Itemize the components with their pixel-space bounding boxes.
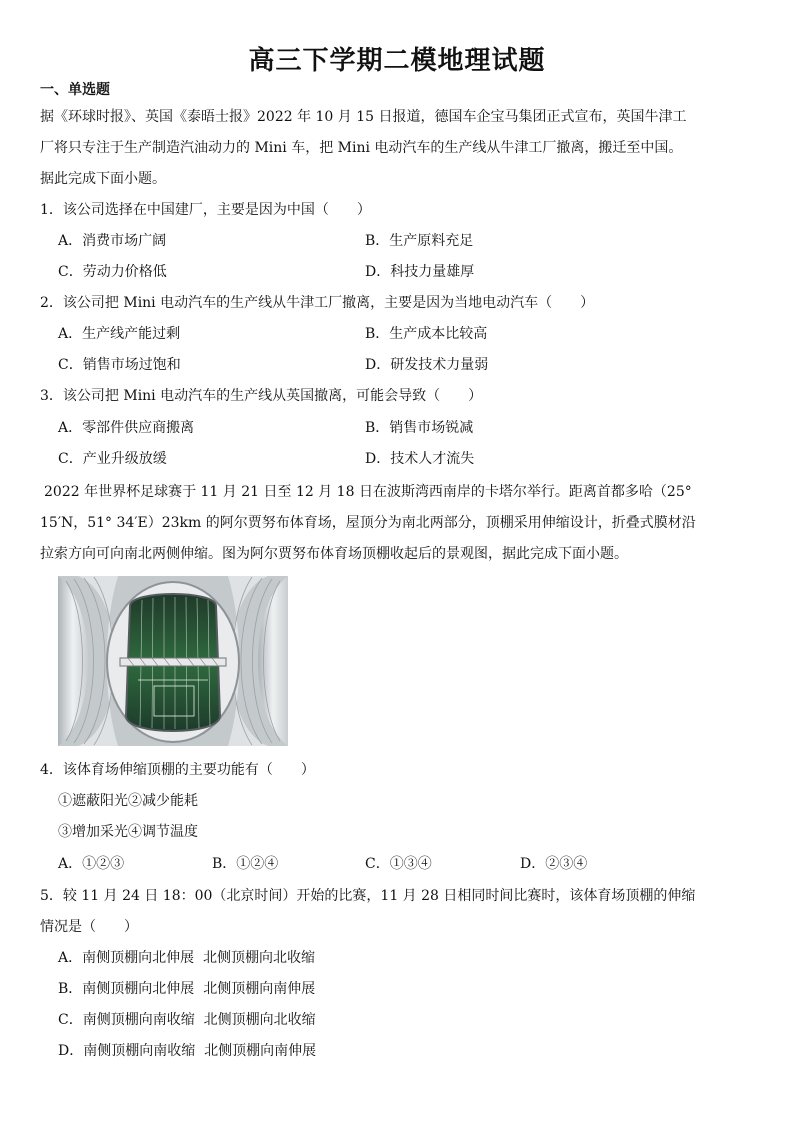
q3-option-a[interactable]: A．零部件供应商搬离 — [58, 420, 195, 436]
q2-stem: 2．该公司把 Mini 电动汽车的生产线从牛津工厂撤离，主要是因为当地电动汽车（ ） — [40, 295, 595, 311]
q1-option-c[interactable]: C．劳动力价格低 — [58, 264, 167, 280]
passage2-line3: 拉索方向可向南北两侧伸缩。图为阿尔贾努布体育场顶棚收起后的景观图，据此完成下面小题。 — [40, 546, 628, 562]
q1-option-d[interactable]: D．科技力量雄厚 — [365, 264, 475, 280]
q5-option-d[interactable]: D．南侧顶棚向南收缩 北侧顶棚向南伸展 — [58, 1043, 317, 1059]
q5-option-a[interactable]: A．南侧顶棚向北伸展 北侧顶棚向北收缩 — [58, 950, 316, 966]
q5-stem-line2: 情况是（ ） — [40, 919, 138, 935]
section-heading: 一、单选题 — [40, 82, 110, 98]
q3-stem: 3．该公司把 Mini 电动汽车的生产线从英国撤离，可能会导致（ ） — [40, 388, 483, 404]
q1-stem: 1．该公司选择在中国建厂，主要是因为中国（ ） — [40, 202, 371, 218]
q4-option-b[interactable]: B．①②④ — [212, 856, 279, 872]
passage1-line2: 厂将只专注于生产制造汽油动力的 Mini 车，把 Mini 电动汽车的生产线从牛津工厂撤离，搬迁至中国。 — [40, 140, 683, 156]
q4-statement-1: ①遮蔽阳光②减少能耗 — [58, 793, 198, 809]
q4-stem: 4．该体育场伸缩顶棚的主要功能有（ ） — [40, 762, 315, 778]
q3-option-d[interactable]: D．技术人才流失 — [365, 451, 475, 467]
q3-option-c[interactable]: C．产业升级放缓 — [58, 451, 167, 467]
q4-statement-2: ③增加采光④调节温度 — [58, 824, 198, 840]
q2-option-c[interactable]: C．销售市场过饱和 — [58, 357, 181, 373]
q5-option-b[interactable]: B．南侧顶棚向北伸展 北侧顶棚向南伸展 — [58, 981, 316, 997]
q2-option-b[interactable]: B．生产成本比较高 — [365, 326, 488, 342]
stadium-roof-illustration — [58, 576, 288, 746]
q2-option-a[interactable]: A．生产线产能过剩 — [58, 326, 181, 342]
q1-option-b[interactable]: B．生产原料充足 — [365, 233, 474, 249]
q2-option-d[interactable]: D．研发技术力量弱 — [365, 357, 489, 373]
q5-stem-line1: 5．较 11 月 24 日 18：00（北京时间）开始的比赛，11 月 28 日相同时间比赛时，该体育场顶棚的伸缩 — [40, 888, 696, 904]
passage1-line3: 据此完成下面小题。 — [40, 171, 166, 187]
q4-option-d[interactable]: D．②③④ — [520, 856, 588, 872]
q3-option-b[interactable]: B．销售市场锐减 — [365, 420, 474, 436]
stadium-aerial-photo — [58, 576, 288, 746]
passage1-line1: 据《环球时报》、英国《泰晤士报》2022 年 10 月 15 日报道，德国车企宝马集团正式宣布，英国牛津工 — [40, 109, 687, 125]
q5-option-c[interactable]: C．南侧顶棚向南收缩 北侧顶棚向北收缩 — [58, 1012, 316, 1028]
page-title: 高三下学期二模地理试题 — [248, 46, 546, 76]
passage2-line2: 15′N，51° 34′E）23km 的阿尔贾努布体育场，屋顶分为南北两部分，顶棚采用伸缩设计，折叠式膜材沿 — [40, 515, 696, 531]
q1-option-a[interactable]: A．消费市场广阔 — [58, 233, 167, 249]
passage2-line1: 2022 年世界杯足球赛于 11 月 21 日至 12 月 18 日在波斯湾西南岸的卡塔尔举行。距离首都多哈（25° — [44, 484, 692, 500]
q4-option-a[interactable]: A．①②③ — [58, 856, 125, 872]
q4-option-c[interactable]: C．①③④ — [365, 856, 432, 872]
